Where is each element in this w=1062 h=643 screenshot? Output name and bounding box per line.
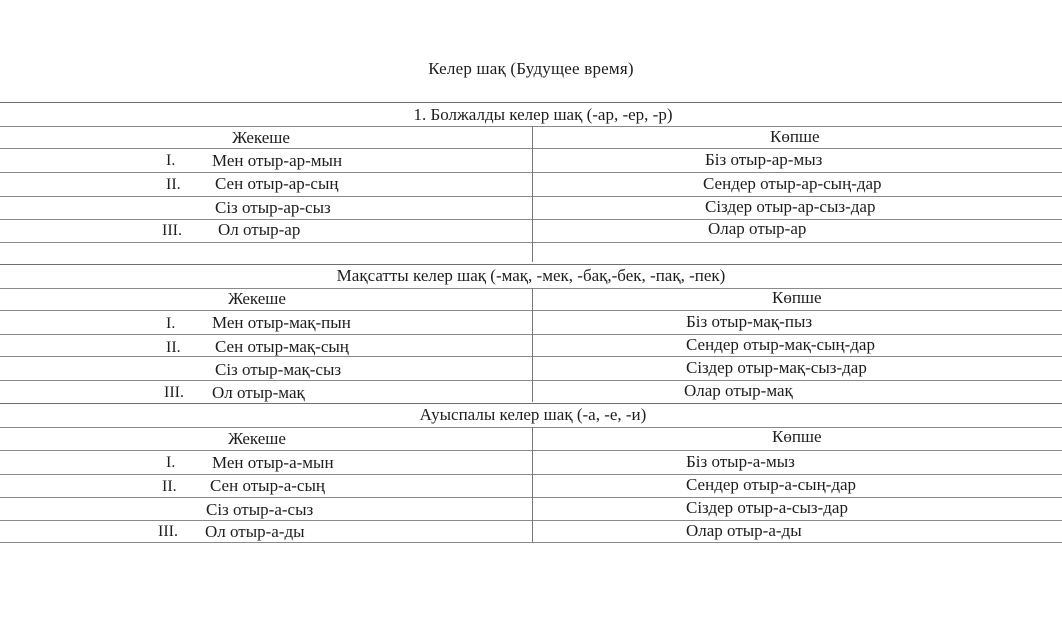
plural-form: Сіздер отыр-а-сыз-дар [686,498,848,517]
plural-form: Сендер отыр-мақ-сың-дар [686,335,875,354]
plural-header: Көпше [770,127,820,146]
table-rule [0,474,1062,475]
section-heading: Мақсатты келер шақ (-мақ, -мек, -бақ,-бек, -пақ, -пек) [336,266,726,285]
section-heading: 1. Болжалды келер шақ (-ар, -ер, -р) [413,105,673,124]
table-rule [0,356,1062,357]
person-number: II. [166,176,181,193]
person-number: I. [166,315,176,332]
singular-form: Сен отыр-ар-сың [215,174,339,193]
plural-form: Сендер отыр-а-сың-дар [686,475,857,494]
table-rule [0,196,1062,197]
table-rule [0,126,1062,127]
singular-header: Жекеше [228,429,286,448]
table-rule [0,497,1062,498]
singular-form: Сіз отыр-ар-сыз [215,198,331,217]
plural-form: Олар отыр-ар [708,219,807,238]
plural-form: Біз отыр-а-мыз [686,452,795,471]
table-rule [0,520,1062,521]
table-rule [0,219,1062,220]
plural-form: Біз отыр-ар-мыз [705,150,823,169]
plural-form: Олар отыр-мақ [684,381,793,400]
person-number: II. [166,339,181,356]
singular-form: Ол отыр-а-ды [205,522,305,541]
table-rule [0,288,1062,289]
singular-form: Сіз отыр-мақ-сыз [215,360,342,379]
plural-header: Көпше [772,288,822,307]
column-divider [532,126,533,262]
singular-form: Мен отыр-а-мын [212,453,334,472]
table-rule [0,380,1062,381]
table-rule [0,148,1062,149]
table-rule [0,264,1062,265]
person-number: III. [158,523,178,540]
table-rule [0,450,1062,451]
singular-form: Сен отыр-а-сың [210,476,325,495]
plural-form: Сендер отыр-ар-сың-дар [703,174,882,193]
singular-form: Мен отыр-ар-мын [212,151,343,170]
singular-form: Ол отыр-мақ [212,383,305,402]
singular-form: Ол отыр-ар [218,220,301,239]
table-rule [0,427,1062,428]
column-divider [532,288,533,402]
table-rule [0,334,1062,335]
person-number: III. [164,384,184,401]
singular-header: Жекеше [232,128,290,147]
singular-form: Сіз отыр-а-сыз [206,500,314,519]
table-rule [0,403,1062,404]
person-number: III. [162,222,182,239]
person-number: II. [162,478,177,495]
table-rule [0,242,1062,243]
plural-form: Сіздер отыр-ар-сыз-дар [705,197,876,216]
singular-form: Сен отыр-мақ-сың [215,337,349,356]
page-title: Келер шақ (Будущее время) [428,59,634,78]
table-rule [0,172,1062,173]
singular-header: Жекеше [228,289,286,308]
plural-header: Көпше [772,427,822,446]
plural-form: Сіздер отыр-мақ-сыз-дар [686,358,867,377]
table-rule [0,542,1062,543]
plural-form: Олар отыр-а-ды [686,521,802,540]
plural-form: Біз отыр-мақ-пыз [686,312,813,331]
table-rule [0,102,1062,103]
singular-form: Мен отыр-мақ-пын [212,313,351,332]
table-rule [0,310,1062,311]
column-divider [532,427,533,542]
person-number: I. [166,454,176,471]
section-heading: Ауыспалы келер шақ (-а, -е, -и) [419,405,647,424]
person-number: I. [166,152,176,169]
